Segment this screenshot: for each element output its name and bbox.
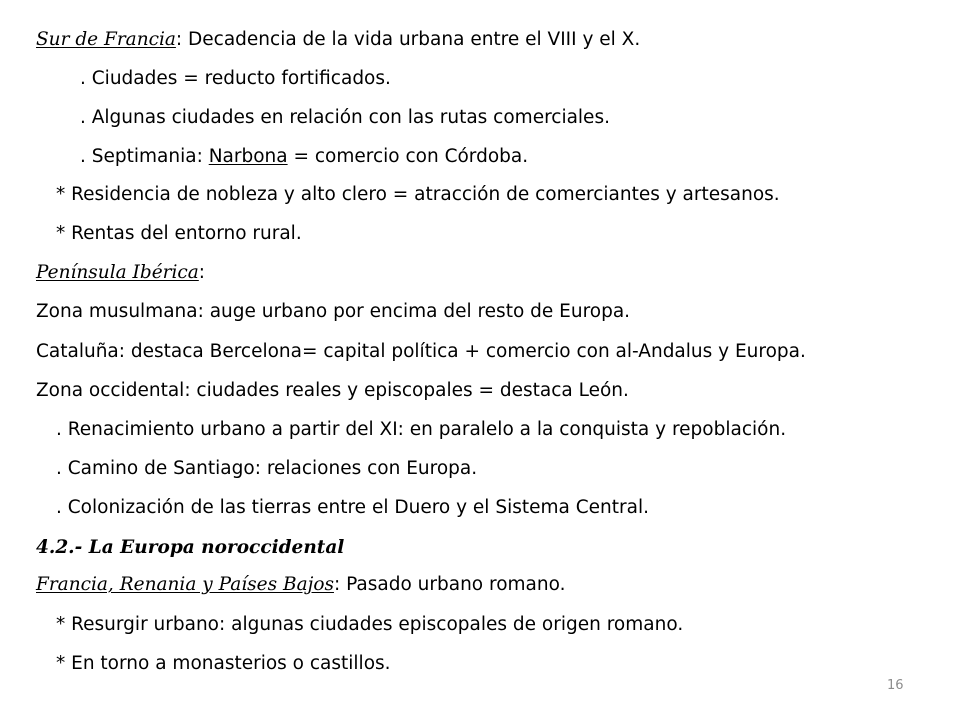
line-colonizacion: . Colonización de las tierras entre el Duero y el Sistema Central. — [56, 497, 649, 518]
line-text: : Pasado urbano romano. — [333, 574, 566, 595]
line-ciudades-fortificadas: . Ciudades = reducto fortificados. — [80, 68, 391, 89]
narbona-underlined: Narbona — [208, 146, 288, 167]
line-resurgir-urbano: * Resurgir urbano: algunas ciudades episcopales de origen romano. — [56, 614, 684, 635]
line-septimania — [80, 145, 528, 169]
heading-peninsula-iberica: Península Ibérica — [36, 262, 199, 283]
line-renacimiento-urbano: . Renacimiento urbano a partir del XI: en paralelo a la conquista y repoblación. — [56, 419, 787, 440]
line-text: : Decadencia de la vida urbana entre el VIII y el X. — [175, 29, 641, 50]
line-zona-occidental: Zona occidental: ciudades reales y episcopales = destaca León. — [36, 380, 629, 401]
line-peninsula-iberica — [36, 261, 205, 285]
line-sur-de-francia — [36, 28, 640, 52]
line-text: . Septimania: — [80, 146, 209, 167]
line-rutas-comerciales: . Algunas ciudades en relación con las rutas comerciales. — [80, 107, 610, 128]
line-francia-renania — [36, 573, 565, 597]
line-text: = comercio con Córdoba. — [287, 146, 529, 167]
heading-francia-renania: Francia, Renania y Países Bajos — [36, 574, 334, 595]
heading-sur-de-francia: Sur de Francia — [36, 29, 176, 50]
line-camino-santiago: . Camino de Santiago: relaciones con Europa. — [56, 458, 478, 479]
line-zona-musulmana: Zona musulmana: auge urbano por encima del resto de Europa. — [36, 301, 631, 322]
line-rentas-rurales: * Rentas del entorno rural. — [56, 223, 302, 244]
line-residencia-nobleza: * Residencia de nobleza y alto clero = atracción de comerciantes y artesanos. — [56, 184, 780, 205]
section-title: 4.2.- La Europa noroccidental — [36, 537, 345, 558]
line-cataluna: Cataluña: destaca Bercelona= capital política + comercio con al-Andalus y Europa. — [36, 341, 806, 362]
page-number: 16 — [887, 678, 904, 693]
line-monasterios: * En torno a monasterios o castillos. — [56, 653, 391, 674]
line-text: : — [198, 262, 206, 283]
